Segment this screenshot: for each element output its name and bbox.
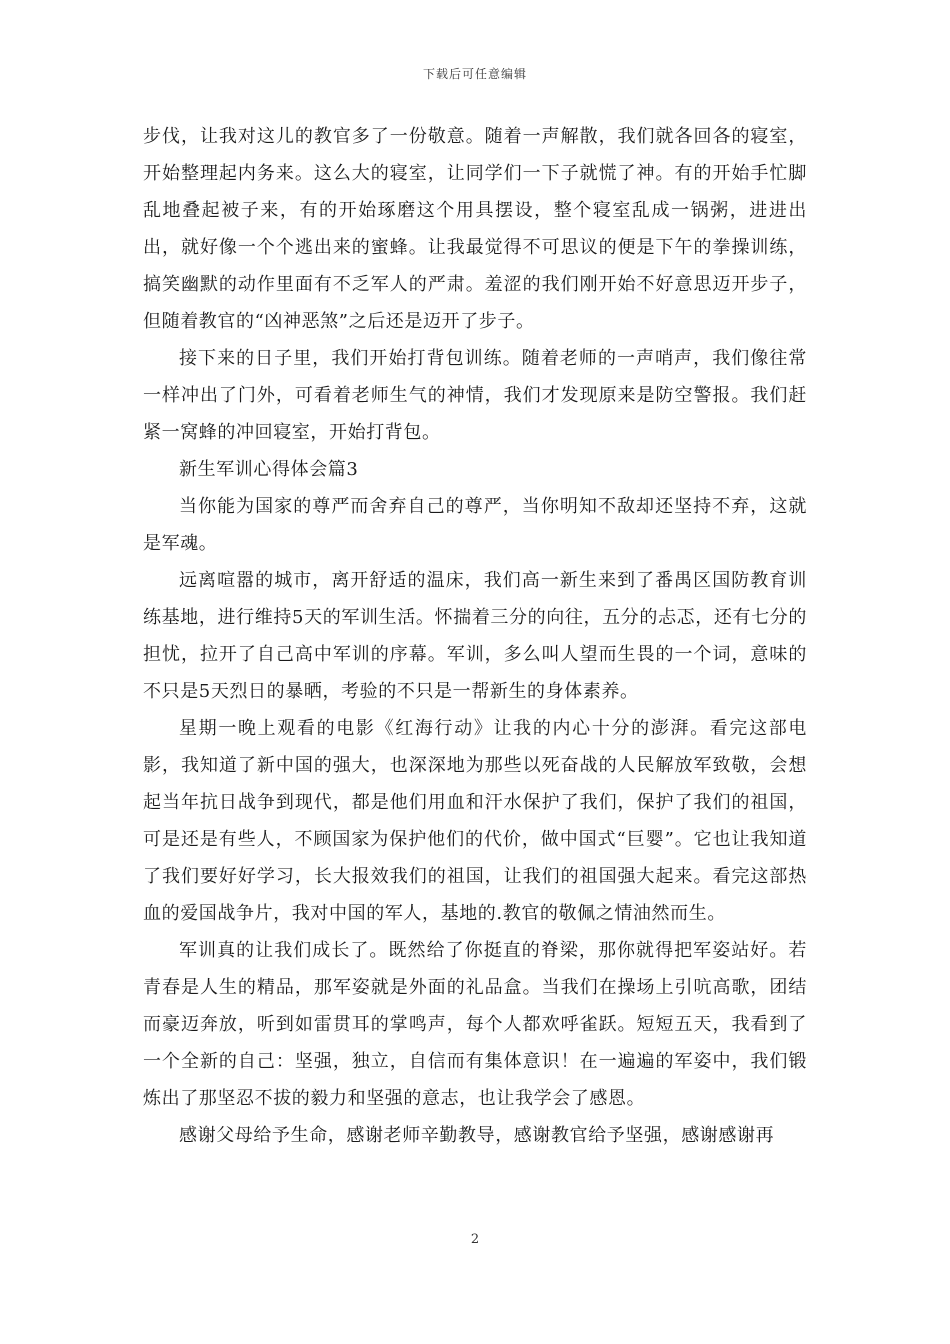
section-heading: 新生军训心得体会篇3 bbox=[179, 459, 359, 480]
paragraph: 军训真的让我们成长了。既然给了你挺直的脊梁，那你就得把军姿站好。若青春是人生的精品，那军姿就是外面的礼品盒。当我们在操场上引吭高歌，团结而豪迈奔放，听到如雷贯耳的掌鸣声，每个人都欢呼雀跃。短短五天，我看到了一个全新的自己：坚强，独立，自信而有集体意识！在一遍遍的军姿中，我们锻炼出了那坚忍不拔的毅力和坚强的意志，也让我学会了感恩。 bbox=[143, 940, 807, 1109]
paragraph: 接下来的日子里，我们开始打背包训练。随着老师的一声哨声，我们像往常一样冲出了门外，可看着老师生气的神情，我们才发现原来是防空警报。我们赶紧一窝蜂的冲回寝室，开始打背包。 bbox=[143, 348, 807, 443]
page-number: 2 bbox=[470, 1232, 480, 1247]
paragraph-continued: 步伐，让我对这儿的教官多了一份敬意。随着一声解散，我们就各回各的寝室，开始整理起内务来。这么大的寝室，让同学们一下子就慌了神。有的开始手忙脚乱地叠起被子来，有的开始琢磨这个用具摆设，整个寝室乱成一锅粥，进进出出，就好像一个个逃出来的蜜蜂。让我最觉得不可思议的便是下午的拳操训练，搞笑幽默的动作里面有不乏军人的严肃。羞涩的我们刚开始不好意思迈开步子，但随着教官的“凶神恶煞”之后还是迈开了步子。 bbox=[143, 126, 807, 332]
paragraph: 星期一晚上观看的电影《红海行动》让我的内心十分的澎湃。看完这部电影，我知道了新中国的强大，也深深地为那些以死奋战的人民解放军致敬，会想起当年抗日战争到现代，都是他们用血和汗水保护了我们，保护了我们的祖国，可是还是有些人，不顾国家为保护他们的代价，做中国式“巨婴”。它也让我知道了我们要好好学习，长大报效我们的祖国，让我们的祖国强大起来。看完这部热血的爱国战争片，我对中国的军人，基地的.教官的敬佩之情油然而生。 bbox=[143, 718, 807, 924]
document-body bbox=[143, 118, 807, 1154]
paragraph: 远离喧嚣的城市，离开舒适的温床，我们高一新生来到了番禺区国防教育训练基地，进行维持5天的军训生活。怀揣着三分的向往，五分的忐忑，还有七分的担忧，拉开了自己高中军训的序幕。军训，多么叫人望而生畏的一个词，意味的不只是5天烈日的暴晒，考验的不只是一帮新生的身体素养。 bbox=[143, 570, 807, 702]
paragraph: 当你能为国家的尊严而舍弃自己的尊严，当你明知不敌却还坚持不弃，这就是军魂。 bbox=[143, 496, 807, 554]
page-header: 下载后可任意编辑 bbox=[422, 67, 527, 81]
paragraph: 感谢父母给予生命，感谢老师辛勤教导，感谢教官给予坚强，感谢感谢再 bbox=[179, 1125, 775, 1146]
